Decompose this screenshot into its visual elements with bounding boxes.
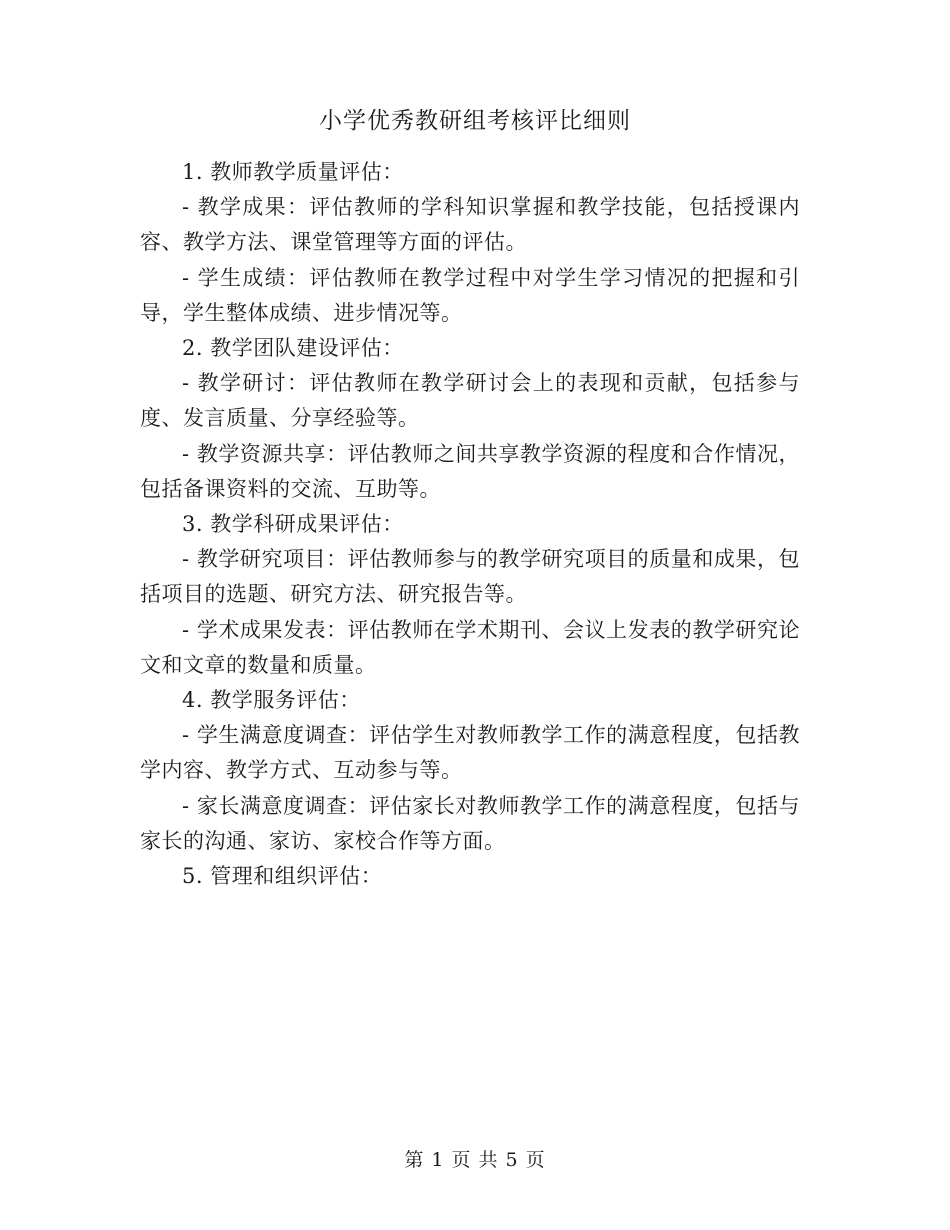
paragraph-teaching-results: - 教学成果：评估教师的学科知识掌握和教学技能，包括授课内容、教学方法、课堂管理等方面的评估。	[140, 195, 800, 255]
section-heading-2: 2. 教学团队建设评估：	[182, 336, 404, 361]
document-body	[140, 155, 800, 894]
section-heading-4: 4. 教学服务评估：	[182, 688, 361, 713]
paragraph-resource-sharing: - 教学资源共享：评估教师之间共享教学资源的程度和合作情况，包括备课资料的交流、互助等。	[140, 441, 800, 501]
section-heading-1: 1. 教师教学质量评估：	[182, 160, 404, 184]
paragraph-student-grades: - 学生成绩：评估教师在教学过程中对学生学习情况的把握和引导，学生整体成绩、进步情况等。	[140, 265, 800, 325]
page-number-footer: 第 1 页 共 5 页	[404, 1149, 546, 1171]
section-heading-5: 5. 管理和组织评估：	[182, 864, 383, 889]
section-heading-3: 3. 教学科研成果评估：	[182, 512, 404, 537]
paragraph-teaching-seminar: - 教学研讨：评估教师在教学研讨会上的表现和贡献，包括参与度、发言质量、分享经验等。	[140, 371, 800, 431]
paragraph-academic-publications: - 学术成果发表：评估教师在学术期刊、会议上发表的教学研究论文和文章的数量和质量。	[140, 617, 800, 677]
document-title: 小学优秀教研组考核评比细则	[319, 108, 631, 134]
paragraph-research-projects: - 教学研究项目：评估教师参与的教学研究项目的质量和成果，包括项目的选题、研究方法、研究报告等。	[140, 547, 800, 607]
paragraph-student-satisfaction: - 学生满意度调查：评估学生对教师教学工作的满意程度，包括教学内容、教学方式、互动参与等。	[140, 723, 800, 783]
paragraph-parent-satisfaction: - 家长满意度调查：评估家长对教师教学工作的满意程度，包括与家长的沟通、家访、家校合作等方面。	[140, 793, 800, 853]
